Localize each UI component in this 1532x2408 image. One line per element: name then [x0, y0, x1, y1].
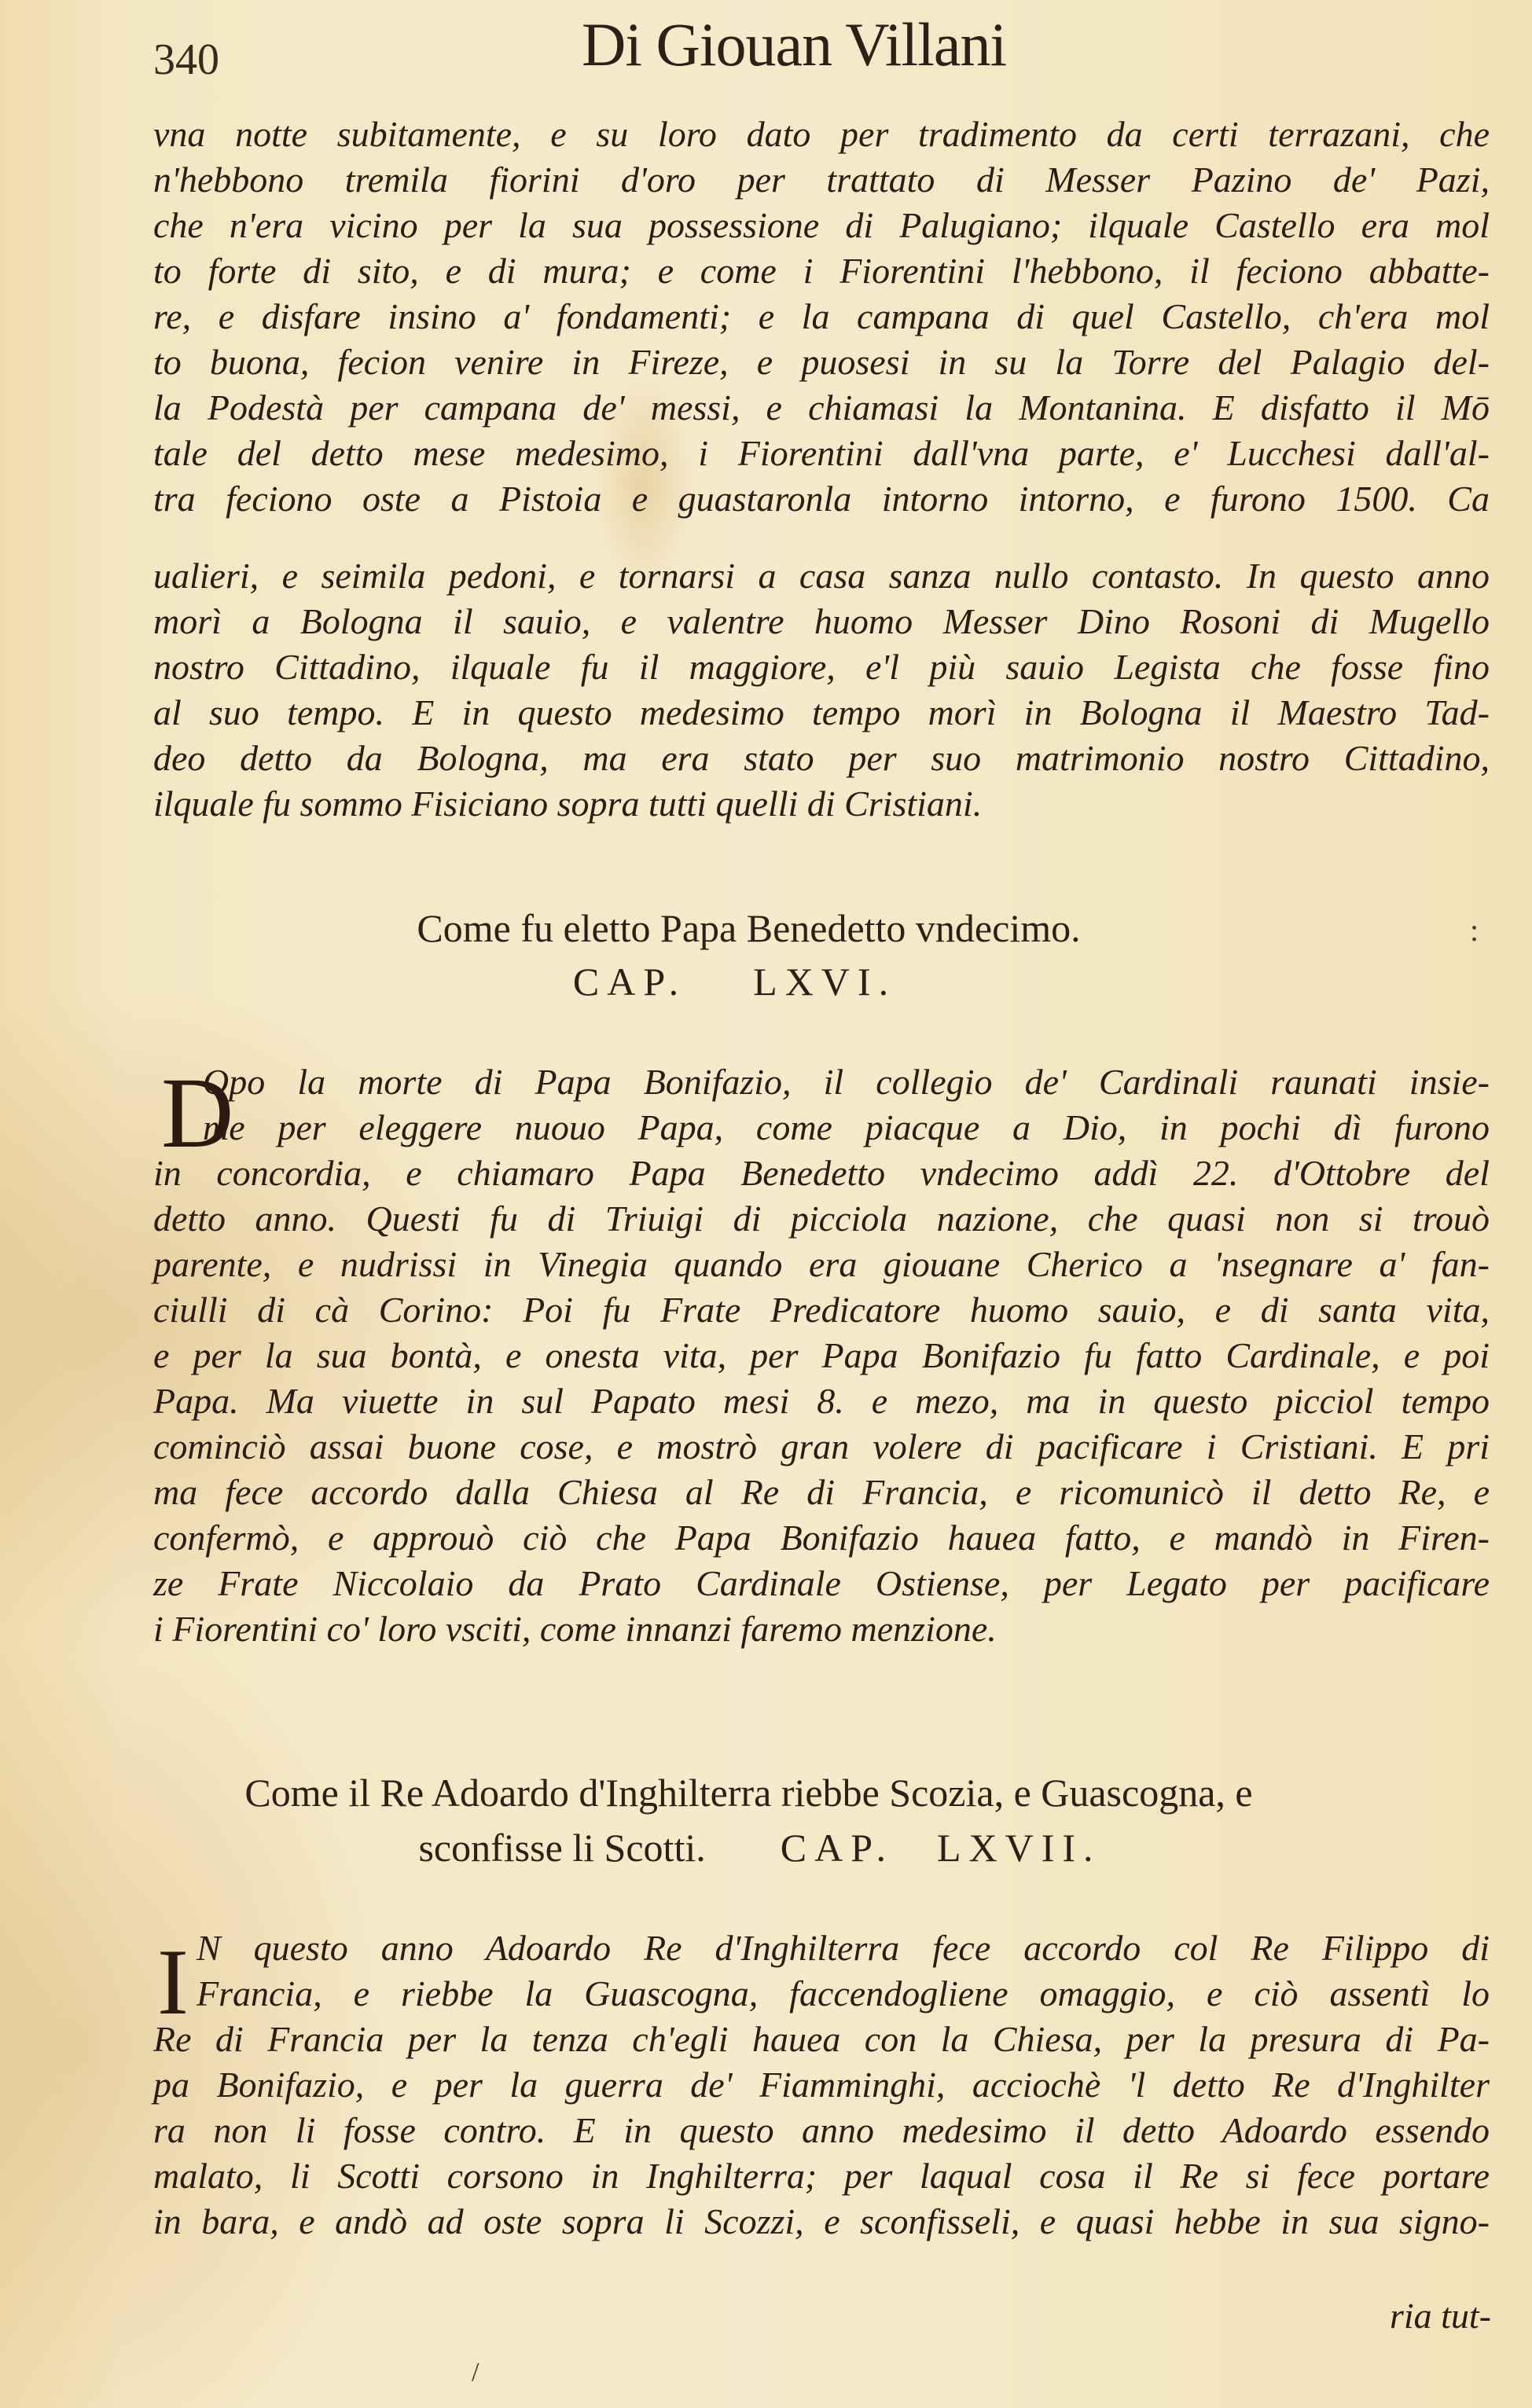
cap-number: LXVI.	[753, 960, 897, 1004]
margin-mark: /	[472, 2358, 479, 2387]
text-line: al suo tempo. E in questo medesimo tempo morì in Bologna il Maestro Tad-	[153, 692, 1490, 732]
chapter-number	[0, 959, 1501, 1004]
text-line: ra non li fosse contro. E in questo anno medesimo il detto Adoardo essendo	[153, 2110, 1490, 2150]
text-line: tra fecionо oste a Pistoia e guastaronla intorno intorno, e furono 1500. Ca	[153, 479, 1490, 519]
text-line: to forte di sito, e di mura; e come i Fiorentini l'hebbono, il fecionо abbatte-	[153, 251, 1490, 291]
text-line: Papa. Ma viuette in sul Papato mesi 8. e mezo, ma in questo picciol tempo	[153, 1381, 1490, 1421]
text-line: detto anno. Questi fu di Triuigi di picciola nazione, che quasi non si trouò	[153, 1198, 1490, 1239]
text-line: e per la sua bontà, e onesta vita, per Papa Bonifazio fu fatto Cardinale, e poi	[153, 1335, 1490, 1375]
text-line: la Podestà per campana de' messi, e chiamasi la Montanina. E disfatto il Mō	[153, 387, 1490, 428]
text-line: confermò, e approuò ciò che Papa Bonifazio hauea fatto, e mandò in Firen-	[153, 1518, 1490, 1558]
catchword: ria tut-	[1389, 2296, 1491, 2336]
text-line: in concordia, e chiamaro Papa Benedetto vndecimo addì 22. d'Ottobre del	[153, 1153, 1490, 1193]
text-line: me per eleggere nuouo Papa, come piacque a Dio, in pochi dì furono	[203, 1107, 1490, 1147]
cap-number: LXVII.	[936, 1826, 1101, 1870]
drop-cap: D	[161, 1057, 234, 1169]
drop-cap: I	[157, 1929, 189, 2034]
text-line: morì a Bologna il sauio, e valentre huomo Messer Dino Rosoni di Mugello	[153, 601, 1490, 641]
chapter-heading-line2: sconfisse li Scotti.	[418, 1826, 706, 1870]
text-line: N questo anno Adoardo Re d'Inghilterra fece accordo col Re Filippo di	[197, 1928, 1490, 1968]
text-line: i Fiorentini co' loro vsciti, come innanzi faremo menzione.	[153, 1609, 997, 1649]
text-line: parente, e nudrissi in Vinegia quando era giouane Cherico a 'nsegnare a' fan-	[153, 1244, 1490, 1284]
text-line: Francia, e riebbe la Guascogna, faccendogliene omaggio, e ciò assentì lo	[197, 1973, 1490, 2013]
text-line: nostro Cittadino, ilquale fu il maggiore, e'l più sauio Legista che fosse fino	[153, 647, 1490, 687]
chapter-heading-continued	[0, 1825, 1526, 1870]
text-line: re, e disfare insino a' fondamenti; e la campana di quel Castello, ch'era mol	[153, 296, 1490, 336]
page-number: 340	[153, 35, 219, 84]
page-header	[153, 9, 1490, 96]
text-line: Opo la morte di Papa Bonifazio, il collegio de' Cardinali raunati insie-	[203, 1062, 1490, 1102]
text-line: pa Bonifazio, e per la guerra de' Fiamminghi, acciochè 'l detto Re d'Inghilter	[153, 2065, 1490, 2105]
text-line: che n'era vicino per la sua possessione di Palugiano; ilquale Castello era mol	[153, 205, 1490, 245]
cap-label: CAP.	[780, 1826, 894, 1870]
text-line: ze Frate Niccolaio da Prato Cardinale Ostiense, per Legato per pacificare	[153, 1563, 1490, 1603]
running-title: Di Giouan Villani	[582, 10, 1007, 79]
text-line: to buona, fecion venire in Fireze, e puosesi in su la Torre del Palagio del-	[153, 342, 1490, 382]
text-line: vna notte subitamente, e su loro dato per tradimento da certi terrazani, che	[153, 114, 1490, 154]
text-line: ualieri, e seimila pedoni, e tornarsi a casa sanza nullo contasto. In questo anno	[153, 556, 1490, 596]
text-line: in bara, e andò ad oste sopra li Scozzi, e sconfisseli, e quasi hebbe in sua signo-	[153, 2201, 1490, 2241]
text-line: n'hebbono tremila fiorini d'oro per trattato di Messer Pazino de' Pazi,	[153, 160, 1490, 200]
text-line: ilquale fu sommo Fisiciano sopra tutti quelli di Cristiani.	[153, 784, 983, 824]
margin-mark: :	[1470, 912, 1479, 948]
text-line: Re di Francia per la tenza ch'egli hauea con la Chiesa, per la presura di Pa-	[153, 2019, 1490, 2059]
text-line: deo detto da Bologna, ma era stato per suo matrimonio nostro Cittadino,	[153, 738, 1490, 778]
text-line: ma fece accordo dalla Chiesa al Re di Francia, e ricomunicò il detto Re, e	[153, 1472, 1490, 1512]
text-line: tale del detto mese medesimo, i Fiorentini dall'vna parte, e' Lucchesi dall'al-	[153, 433, 1490, 473]
cap-label: CAP.	[572, 960, 687, 1004]
text-line: ciulli di cà Corino: Poi fu Frate Predicatore huomo sauio, e di santa vita,	[153, 1290, 1490, 1330]
text-line: cominciò assai buone cose, e mostrò gran volere di pacificare i Cristiani. E pri	[153, 1426, 1490, 1466]
text-line: malato, li Scotti corsono in Inghilterra; per laqual cosa il Re si fece portare	[153, 2156, 1490, 2196]
chapter-heading: Come il Re Adoardo d'Inghilterra riebbe Scozia, e Guascogna, e	[244, 1771, 1253, 1815]
chapter-heading: Come fu eletto Papa Benedetto vndecimo.	[417, 906, 1081, 950]
